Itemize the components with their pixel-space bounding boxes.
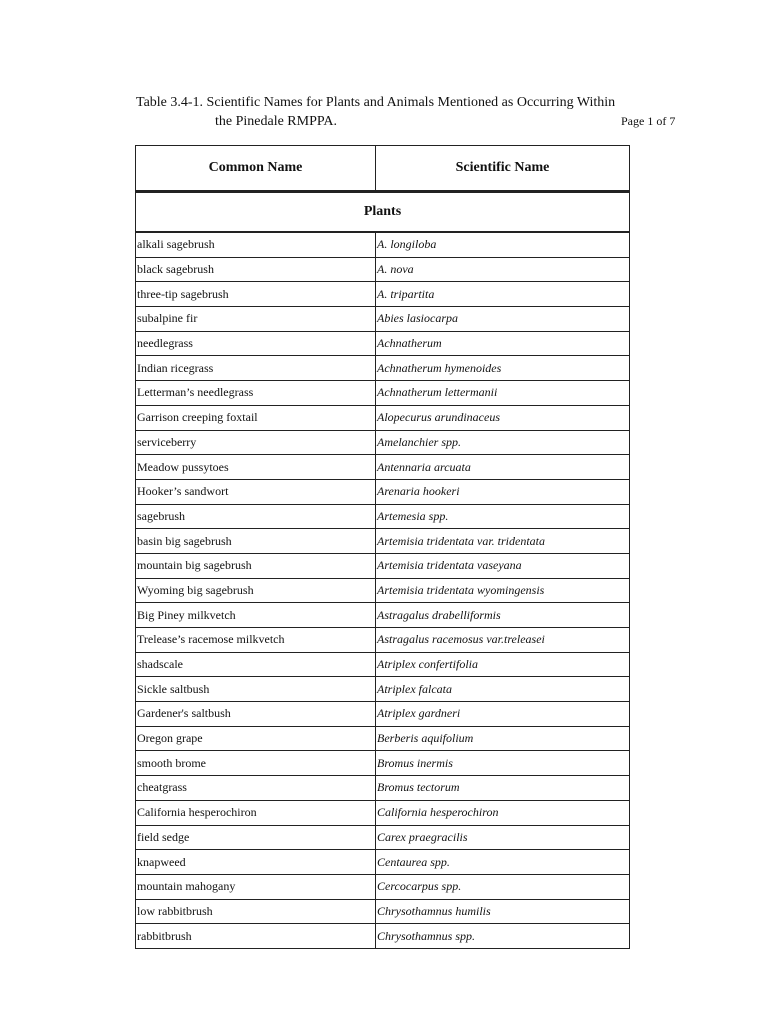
table-row: [136, 405, 630, 430]
common-name-cell: serviceberry: [136, 430, 376, 455]
table-row: [136, 307, 630, 332]
common-name-cell: low rabbitbrush: [136, 899, 376, 924]
scientific-name-cell: Astragalus racemosus var.treleasei: [376, 628, 630, 653]
table-row: [136, 899, 630, 924]
scientific-name-cell: Achnatherum lettermanii: [376, 381, 630, 406]
common-name-cell: Hooker’s sandwort: [136, 479, 376, 504]
table-row: [136, 331, 630, 356]
table-row: [136, 232, 630, 257]
scientific-name-cell: Atriplex gardneri: [376, 702, 630, 727]
table-caption: [136, 93, 696, 131]
section-row: [136, 192, 630, 233]
table-row: [136, 924, 630, 949]
scientific-name-cell: Chrysothamnus humilis: [376, 899, 630, 924]
scientific-name-cell: Atriplex falcata: [376, 677, 630, 702]
scientific-name-cell: Artemisia tridentata vaseyana: [376, 553, 630, 578]
header-row: [136, 146, 630, 192]
common-name-cell: alkali sagebrush: [136, 232, 376, 257]
table-row: [136, 726, 630, 751]
common-name-cell: sagebrush: [136, 504, 376, 529]
common-name-cell: California hesperochiron: [136, 800, 376, 825]
caption-line-2: the Pinedale RMPPA.: [215, 114, 337, 129]
table-row: [136, 479, 630, 504]
table-row: [136, 800, 630, 825]
table-row: [136, 430, 630, 455]
table-row: [136, 850, 630, 875]
common-name-cell: Big Piney milkvetch: [136, 603, 376, 628]
scientific-name-cell: Carex praegracilis: [376, 825, 630, 850]
scientific-name-cell: Bromus tectorum: [376, 776, 630, 801]
scientific-name-cell: Antennaria arcuata: [376, 455, 630, 480]
common-name-cell: mountain big sagebrush: [136, 553, 376, 578]
scientific-name-cell: Alopecurus arundinaceus: [376, 405, 630, 430]
species-table: [135, 145, 630, 949]
table-row: [136, 628, 630, 653]
scientific-name-cell: Artemisia tridentata wyomingensis: [376, 578, 630, 603]
page-number: Page 1 of 7: [621, 114, 676, 128]
caption-line-1: Table 3.4-1. Scientific Names for Plants and Animals Mentioned as Occurring Within: [136, 95, 616, 110]
scientific-name-cell: Chrysothamnus spp.: [376, 924, 630, 949]
common-name-cell: Garrison creeping foxtail: [136, 405, 376, 430]
table-row: [136, 529, 630, 554]
table-row: [136, 751, 630, 776]
scientific-name-cell: Artemesia spp.: [376, 504, 630, 529]
common-name-cell: rabbitbrush: [136, 924, 376, 949]
common-name-cell: field sedge: [136, 825, 376, 850]
scientific-name-cell: Abies lasiocarpa: [376, 307, 630, 332]
table-row: [136, 702, 630, 727]
common-name-cell: three-tip sagebrush: [136, 282, 376, 307]
table-row: [136, 776, 630, 801]
common-name-cell: mountain mahogany: [136, 874, 376, 899]
common-name-cell: Gardener's saltbush: [136, 702, 376, 727]
table-body: [136, 232, 630, 948]
common-name-cell: Meadow pussytoes: [136, 455, 376, 480]
common-name-header: Common Name: [136, 146, 376, 192]
table-row: [136, 603, 630, 628]
common-name-cell: cheatgrass: [136, 776, 376, 801]
scientific-name-cell: Berberis aquifolium: [376, 726, 630, 751]
table-row: [136, 677, 630, 702]
scientific-name-cell: A. nova: [376, 257, 630, 282]
scientific-name-cell: Achnatherum hymenoides: [376, 356, 630, 381]
table-row: [136, 553, 630, 578]
common-name-cell: Wyoming big sagebrush: [136, 578, 376, 603]
common-name-cell: Oregon grape: [136, 726, 376, 751]
scientific-name-cell: Arenaria hookeri: [376, 479, 630, 504]
common-name-cell: Trelease’s racemose milkvetch: [136, 628, 376, 653]
scientific-name-cell: Amelanchier spp.: [376, 430, 630, 455]
scientific-name-cell: California hesperochiron: [376, 800, 630, 825]
scientific-name-cell: A. longiloba: [376, 232, 630, 257]
scientific-name-cell: Centaurea spp.: [376, 850, 630, 875]
table-row: [136, 455, 630, 480]
common-name-cell: knapweed: [136, 850, 376, 875]
table-row: [136, 381, 630, 406]
common-name-cell: subalpine fir: [136, 307, 376, 332]
table-row: [136, 874, 630, 899]
common-name-cell: shadscale: [136, 652, 376, 677]
common-name-cell: Letterman’s needlegrass: [136, 381, 376, 406]
common-name-cell: Indian ricegrass: [136, 356, 376, 381]
scientific-name-cell: Artemisia tridentata var. tridentata: [376, 529, 630, 554]
common-name-cell: black sagebrush: [136, 257, 376, 282]
common-name-cell: Sickle saltbush: [136, 677, 376, 702]
scientific-name-cell: Achnatherum: [376, 331, 630, 356]
section-heading-plants: Plants: [136, 192, 630, 233]
common-name-cell: basin big sagebrush: [136, 529, 376, 554]
table-row: [136, 825, 630, 850]
scientific-name-cell: Atriplex confertifolia: [376, 652, 630, 677]
scientific-name-cell: Cercocarpus spp.: [376, 874, 630, 899]
table-row: [136, 504, 630, 529]
scientific-name-cell: Astragalus drabelliformis: [376, 603, 630, 628]
table-row: [136, 652, 630, 677]
scientific-name-header: Scientific Name: [376, 146, 630, 192]
table-row: [136, 356, 630, 381]
common-name-cell: needlegrass: [136, 331, 376, 356]
scientific-name-cell: A. tripartita: [376, 282, 630, 307]
table-row: [136, 257, 630, 282]
scientific-name-cell: Bromus inermis: [376, 751, 630, 776]
table-row: [136, 578, 630, 603]
common-name-cell: smooth brome: [136, 751, 376, 776]
table-row: [136, 282, 630, 307]
